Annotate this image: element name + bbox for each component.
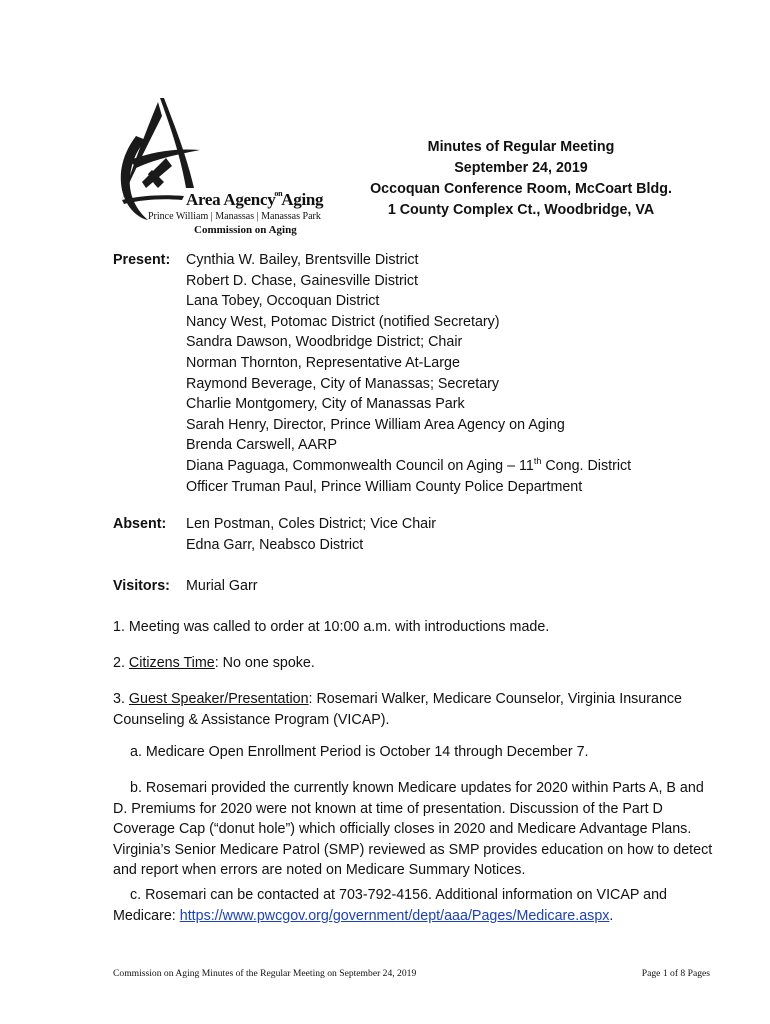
absent-list <box>186 514 436 555</box>
footer-title: Commission on Aging Minutes of the Regular Meeting on September 24, 2019 <box>113 968 417 979</box>
present-name: Cynthia W. Bailey, Brentsville District <box>186 252 419 268</box>
agency-logo <box>108 96 324 236</box>
item-guest-speaker: 3. Guest Speaker/Presentation: Rosemari Walker, Medicare Counselor, Virginia Insurance Counseling & Assistance Program (VICAP). <box>113 691 683 728</box>
heading-address: 1 County Complex Ct., Woodbridge, VA <box>387 202 655 218</box>
present-name: Raymond Beverage, City of Manassas; Secretary <box>186 375 500 392</box>
visitors-label: Visitors: <box>113 578 170 594</box>
present-list <box>186 250 631 497</box>
heading-title: Minutes of Regular Meeting <box>427 139 615 155</box>
meeting-heading <box>346 137 696 221</box>
present-label: Present: <box>113 252 171 268</box>
item-3c: c. Rosemari can be contacted at 703-792-4156. Additional information on VICAP and Medicare: https://www.pwcgov.org/government/dept/aaa/Pages/Medicare.aspx. <box>113 887 667 924</box>
visitors-list <box>186 576 258 597</box>
present-name: Charlie Montgomery, City of Manassas Park <box>186 396 465 413</box>
present-name: Robert D. Chase, Gainesville District <box>186 272 419 289</box>
logo-subtitle: Prince William | Manassas | Manassas Park <box>148 211 321 222</box>
visitor-name: Murial Garr <box>186 578 258 594</box>
present-name: Nancy West, Potomac District (notified Secretary) <box>186 313 500 330</box>
present-name: Norman Thornton, Representative At-Large <box>186 354 460 371</box>
present-name: Sandra Dawson, Woodbridge District; Chair <box>186 334 463 351</box>
present-name: Officer Truman Paul, Prince William County Police Department <box>186 478 583 495</box>
guest-speaker-title: Guest Speaker/Presentation <box>128 691 309 707</box>
item-citizens-time: 2. Citizens Time: No one spoke. <box>113 655 315 671</box>
absent-label: Absent: <box>113 516 167 532</box>
heading-location: Occoquan Conference Room, McCoart Bldg. <box>370 181 672 197</box>
logo-agency-name: Area Agency$^{on}$Aging <box>186 189 324 209</box>
item-call-to-order: 1. Meeting was called to order at 10:00 a.m. with introductions made. <box>113 619 550 635</box>
present-name: Diana Paguaga, Commonwealth Council on Aging – 11th Cong. District <box>186 455 632 474</box>
item-3b: b. Rosemari provided the currently known Medicare updates for 2020 within Parts A, B and D. Premiums for 2020 were not known at time of presentation. Discussion of the Part D Coverage Cap (“donut hole”) which officially closes in 2020 and Medicare Advantage Plans. Virginia’s Senior Medicare Patrol (SMP) reviewed as SMP provides education on how to detect and report when errors are noted on Medicare Summary Notices. <box>113 780 713 879</box>
footer-page-number: Page 1 of 8 Pages <box>641 968 710 979</box>
medicare-info-link[interactable]: https://www.pwcgov.org/government/dept/aaa/Pages/Medicare.aspx <box>179 907 610 924</box>
present-name: Sarah Henry, Director, Prince William Area Agency on Aging <box>186 416 565 433</box>
present-name: Lana Tobey, Occoquan District <box>186 293 380 310</box>
present-name: Brenda Carswell, AARP <box>186 437 337 454</box>
absent-name: Len Postman, Coles District; Vice Chair <box>186 516 437 532</box>
absent-name: Edna Garr, Neabsco District <box>186 536 364 553</box>
item-3a: a. Medicare Open Enrollment Period is October 14 through December 7. <box>130 744 589 760</box>
heading-date: September 24, 2019 <box>454 160 588 176</box>
citizens-time-title: Citizens Time <box>128 655 215 671</box>
logo-commission: Commission on Aging <box>194 224 297 236</box>
